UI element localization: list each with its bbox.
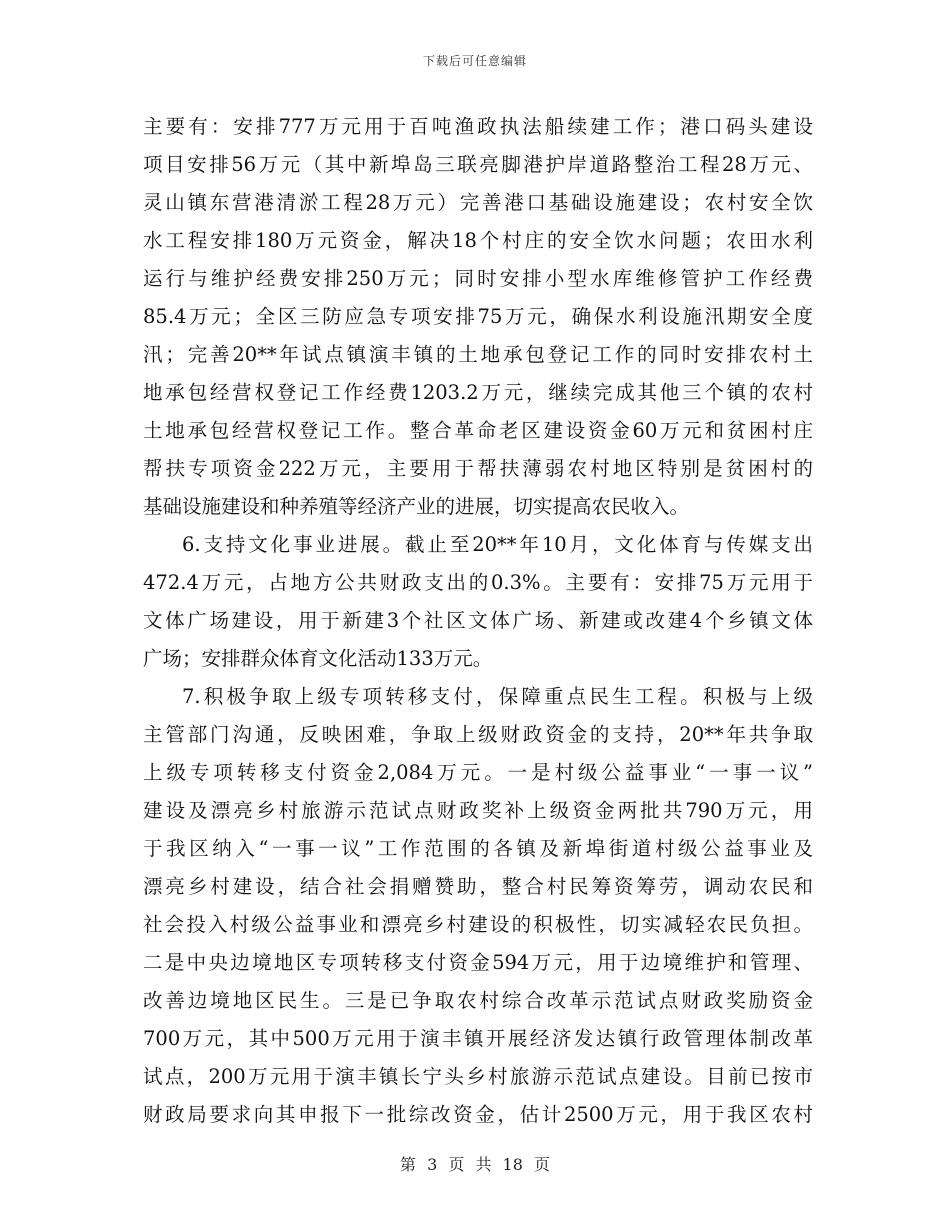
text-line: 上级专项转移支付资金2,084万元。一是村级公益事业“一事一议”: [143, 761, 813, 784]
text-line: 472.4万元，占地方公共财政支出的0.3%。主要有：安排75万元用于: [143, 571, 813, 594]
text-line: 85.4万元；全区三防应急专项安排75万元，确保水利设施汛期安全度: [143, 305, 813, 328]
text-line: 社会投入村级公益事业和漂亮乡村建设的积极性，切实减轻农民负担。: [143, 913, 813, 936]
section-heading-line: 6.支持文化事业进展。截止至20**年10月，文化体育与传媒支出: [182, 533, 813, 556]
page-number-footer: 第 3 页 共 18 页: [400, 1155, 550, 1174]
text-line: 主管部门沟通，反映困难，争取上级财政资金的支持，20**年共争取: [143, 723, 813, 746]
text-line: 运行与维护经费安排250万元；同时安排小型水库维修管护工作经费: [143, 267, 813, 290]
text-line: 财政局要求向其申报下一批综改资金，估计2500万元，用于我区农村: [143, 1103, 813, 1126]
document-body: [143, 108, 813, 1134]
text-line: 建设及漂亮乡村旅游示范试点财政奖补上级资金两批共790万元，用: [143, 799, 813, 822]
text-line: 基础设施建设和种养殖等经济产业的进展，切实提高农民收入。: [143, 495, 690, 518]
text-line: 广场；安排群众体育文化活动133万元。: [143, 647, 493, 670]
text-line: 主要有：安排777万元用于百吨渔政执法船续建工作；港口码头建设: [143, 115, 813, 138]
text-line: 灵山镇东营港清淤工程28万元）完善港口基础设施建设；农村安全饮: [143, 191, 813, 214]
text-line: 项目安排56万元（其中新埠岛三联亮脚港护岸道路整治工程28万元、: [143, 153, 813, 176]
text-line: 改善边境地区民生。三是已争取农村综合改革示范试点财政奖励资金: [143, 989, 813, 1012]
text-line: 试点，200万元用于演丰镇长宁头乡村旅游示范试点建设。目前已按市: [143, 1065, 813, 1088]
text-line: 水工程安排180万元资金，解决18个村庄的安全饮水问题；农田水利: [143, 229, 813, 252]
text-line: 于我区纳入“一事一议”工作范围的各镇及新埠街道村级公益事业及: [143, 837, 813, 860]
text-line: 帮扶专项资金222万元，主要用于帮扶薄弱农村地区特别是贫困村的: [143, 457, 813, 480]
text-line: 土地承包经营权登记工作。整合革命老区建设资金60万元和贫困村庄: [143, 419, 813, 442]
text-line: 地承包经营权登记工作经费1203.2万元，继续完成其他三个镇的农村: [143, 381, 813, 404]
page-header: 下载后可任意编辑: [422, 54, 527, 68]
text-line: 文体广场建设，用于新建3个社区文体广场、新建或改建4个乡镇文体: [143, 609, 813, 632]
text-line: 二是中央边境地区专项转移支付资金594万元，用于边境维护和管理、: [143, 951, 813, 974]
section-heading-line: 7.积极争取上级专项转移支付，保障重点民生工程。积极与上级: [182, 685, 813, 708]
text-line: 汛；完善20**年试点镇演丰镇的土地承包登记工作的同时安排农村土: [143, 343, 813, 366]
text-line: 700万元，其中500万元用于演丰镇开展经济发达镇行政管理体制改革: [143, 1027, 813, 1050]
text-line: 漂亮乡村建设，结合社会捐赠赞助，整合村民筹资筹劳，调动农民和: [143, 875, 813, 898]
